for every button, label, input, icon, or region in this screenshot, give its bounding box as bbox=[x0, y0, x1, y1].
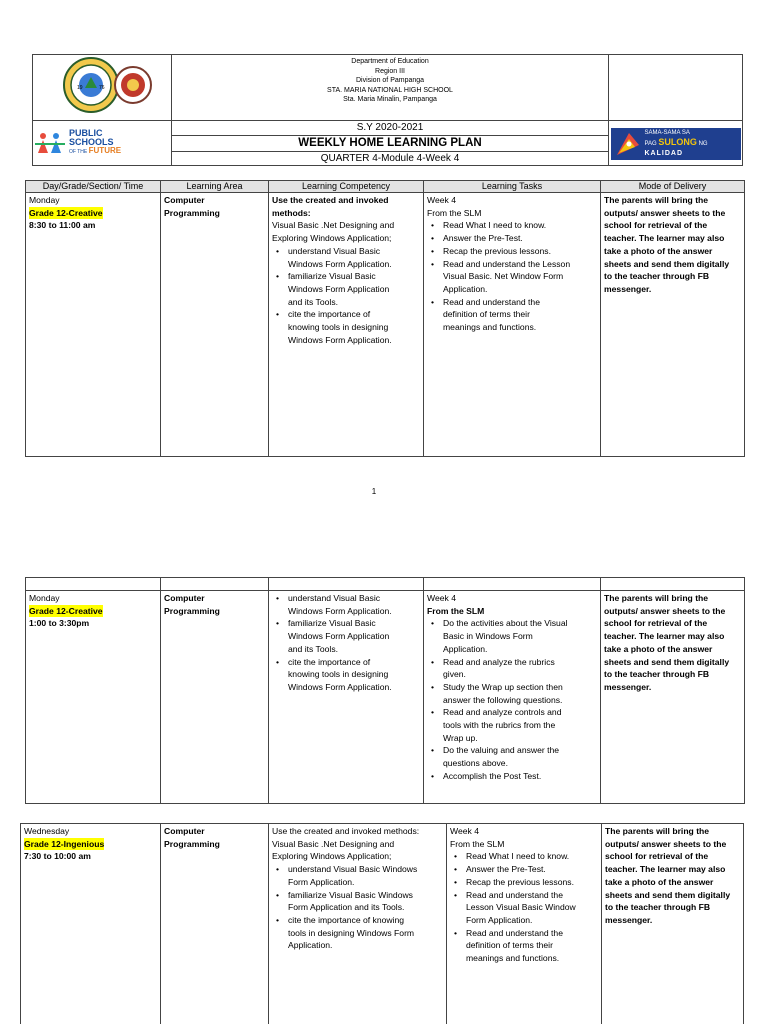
area-line: Computer bbox=[164, 826, 205, 836]
area-line: Programming bbox=[164, 605, 220, 616]
column-header: Learning Tasks bbox=[424, 181, 601, 193]
tasks-from: From the SLM bbox=[450, 838, 505, 849]
plan-table-3 bbox=[20, 823, 743, 1024]
dept-line: Division of Pampanga bbox=[355, 77, 425, 85]
day-cell bbox=[26, 591, 161, 804]
grade-section-label: Grade 12-Creative bbox=[29, 605, 103, 616]
document-header bbox=[32, 54, 742, 164]
school-seal-logo bbox=[33, 55, 172, 116]
sama-sama-text: KALIDAD bbox=[644, 150, 683, 158]
learning-area-cell bbox=[161, 193, 269, 457]
column-header: Learning Area bbox=[161, 181, 269, 193]
list-item: • familiarize Visual Basic Windows Form Application and its Tools. bbox=[272, 270, 420, 308]
list-item: • Answer the Pre-Test. bbox=[427, 232, 597, 245]
time-label: 7:30 to 10:00 am bbox=[24, 851, 91, 862]
mode-of-delivery-cell: The parents will bring the outputs/ answer sheets to the school for retrieval of the teacher. The learner may also take a photo of the answer sheets and send them digitally to the teacher through FB messenger. bbox=[601, 193, 745, 457]
area-line: Programming bbox=[164, 838, 220, 849]
learning-tasks-cell bbox=[424, 591, 601, 804]
list-item: • cite the importance of knowing tools in designing Windows Form Application. bbox=[272, 656, 420, 694]
plan-table-2 bbox=[25, 577, 744, 804]
empty-header-row bbox=[26, 578, 745, 591]
sama-sama-logo-cell bbox=[609, 120, 743, 165]
tasks-from: From the SLM bbox=[427, 207, 482, 218]
tasks-week: Week 4 bbox=[427, 593, 456, 603]
list-item: • Read and analyze the rubrics given. bbox=[427, 656, 597, 681]
column-header: Learning Competency bbox=[269, 181, 424, 193]
list-item: • Recap the previous lessons. bbox=[450, 876, 598, 889]
grade-section-label: Grade 12-Creative bbox=[29, 207, 103, 218]
list-item: • Do the activities about the Visual Basic in Windows Form Application. bbox=[427, 617, 597, 655]
dept-line: STA. MARIA NATIONAL HIGH SCHOOL bbox=[327, 86, 453, 94]
competency-intro: Exploring Windows Application; bbox=[272, 233, 392, 244]
flag-logo-icon bbox=[615, 131, 641, 157]
public-schools-text: SCHOOLS bbox=[69, 137, 114, 148]
list-item: • cite the importance of knowing tools in designing Windows Form Application. bbox=[272, 308, 420, 346]
grade-section-label: Grade 12-Ingenious bbox=[24, 838, 105, 849]
competency-cell bbox=[269, 824, 447, 1024]
competency-intro: Exploring Windows Application; bbox=[272, 851, 392, 862]
day-label: Monday bbox=[29, 195, 60, 205]
department-info-cell bbox=[172, 55, 609, 121]
competency-intro: Use the created and invoked methods: bbox=[272, 826, 420, 836]
quarter-label: QUARTER 4-Module 4-Week 4 bbox=[172, 151, 609, 165]
day-label: Monday bbox=[29, 593, 60, 603]
public-schools-text: PUBLIC bbox=[69, 128, 103, 139]
list-item: • Study the Wrap up section then answer the following questions. bbox=[427, 681, 597, 706]
list-item: • familiarize Visual Basic Windows Form Application and its Tools. bbox=[272, 617, 420, 655]
column-header: Mode of Delivery bbox=[601, 181, 745, 193]
list-item: • Read and understand the Lesson Visual Basic. Net Window Form Application. bbox=[427, 258, 597, 296]
list-item: • Read and understand the definition of terms their meanings and functions. bbox=[427, 296, 597, 334]
mode-of-delivery-cell: The parents will bring the outputs/ answer sheets to the school for retrieval of the teacher. The learner may also take a photo of the answer sheets and send them digitally to the teacher through FB messenger. bbox=[601, 591, 745, 804]
plan-table-1 bbox=[25, 180, 744, 457]
page-number: 1 bbox=[371, 487, 377, 496]
children-icon bbox=[35, 131, 65, 155]
competency-cell bbox=[269, 591, 424, 804]
public-schools-text: OF THE bbox=[69, 149, 88, 156]
competency-intro: Use the created and invoked bbox=[272, 195, 389, 205]
sama-sama-text: PAG bbox=[644, 141, 657, 148]
school-year: S.Y 2020-2021 bbox=[172, 120, 609, 135]
competency-intro: Visual Basic .Net Designing and bbox=[272, 838, 395, 849]
area-line: Programming bbox=[164, 207, 220, 218]
list-item: • Answer the Pre-Test. bbox=[450, 863, 598, 876]
sama-sama-text: SULONG bbox=[658, 137, 697, 148]
public-schools-logo bbox=[33, 129, 171, 156]
sama-sama-text: SAMA-SAMA SA bbox=[644, 130, 690, 137]
day-cell bbox=[21, 824, 161, 1024]
list-item: • Read and understand the Lesson Visual Basic Window Form Application. bbox=[450, 889, 598, 927]
list-item: • Recap the previous lessons. bbox=[427, 245, 597, 258]
learning-area-cell bbox=[161, 591, 269, 804]
learning-tasks-cell bbox=[424, 193, 601, 457]
school-seal-cell bbox=[33, 55, 172, 121]
list-item: • familiarize Visual Basic Windows Form Application and its Tools. bbox=[272, 889, 443, 914]
day-cell bbox=[26, 193, 161, 457]
dept-line: Region III bbox=[375, 67, 405, 75]
dept-line: Sta. Maria Minalin, Pampanga bbox=[343, 96, 437, 104]
time-label: 8:30 to 11:00 am bbox=[29, 220, 96, 231]
blank-header-cell bbox=[609, 55, 743, 121]
svg-text:76: 76 bbox=[99, 85, 105, 91]
competency-intro: Visual Basic .Net Designing and bbox=[272, 220, 395, 231]
table-row bbox=[26, 193, 745, 457]
list-item: • Read and understand the definition of terms their meanings and functions. bbox=[450, 927, 598, 965]
area-line: Computer bbox=[164, 195, 205, 205]
learning-area-cell bbox=[161, 824, 269, 1024]
svg-text:19: 19 bbox=[77, 85, 83, 91]
sama-sama-text: NG bbox=[698, 141, 708, 148]
list-item: • understand Visual Basic Windows Form Application. bbox=[272, 592, 420, 617]
plan-title: WEEKLY HOME LEARNING PLAN bbox=[172, 135, 609, 151]
learning-tasks-cell bbox=[447, 824, 602, 1024]
tasks-from: From the SLM bbox=[427, 605, 485, 616]
sama-sama-logo bbox=[611, 128, 741, 160]
list-item: • Read and analyze controls and tools with the rubrics from the Wrap up. bbox=[427, 706, 597, 744]
list-item: • Read What I need to know. bbox=[427, 219, 597, 232]
tasks-week: Week 4 bbox=[450, 826, 479, 836]
dept-line: Department of Education bbox=[351, 58, 429, 65]
area-line: Computer bbox=[164, 593, 205, 603]
mode-of-delivery-cell: The parents will bring the outputs/ answer sheets to the school for retrieval of the teacher. The learner may also take a photo of the answer sheets and send them digitally to the teacher through FB messenger. bbox=[602, 824, 744, 1024]
table-row bbox=[21, 824, 744, 1024]
list-item: • understand Visual Basic Windows Form Application. bbox=[272, 863, 443, 888]
competency-intro: methods: bbox=[272, 207, 311, 218]
day-label: Wednesday bbox=[24, 826, 70, 836]
table-row bbox=[26, 591, 745, 804]
list-item: • Read What I need to know. bbox=[450, 850, 598, 863]
public-schools-logo-cell bbox=[33, 120, 172, 165]
list-item: • understand Visual Basic Windows Form Application. bbox=[272, 245, 420, 270]
column-header: Day/Grade/Section/ Time bbox=[26, 181, 161, 193]
list-item: • Accomplish the Post Test. bbox=[427, 770, 597, 783]
list-item: • cite the importance of knowing tools in designing Windows Form Application. bbox=[272, 914, 443, 952]
public-schools-text: FUTURE bbox=[88, 146, 122, 156]
competency-cell bbox=[269, 193, 424, 457]
list-item: • Do the valuing and answer the questions above. bbox=[427, 744, 597, 769]
time-label: 1:00 to 3:30pm bbox=[29, 618, 90, 629]
tasks-week: Week 4 bbox=[427, 195, 456, 205]
